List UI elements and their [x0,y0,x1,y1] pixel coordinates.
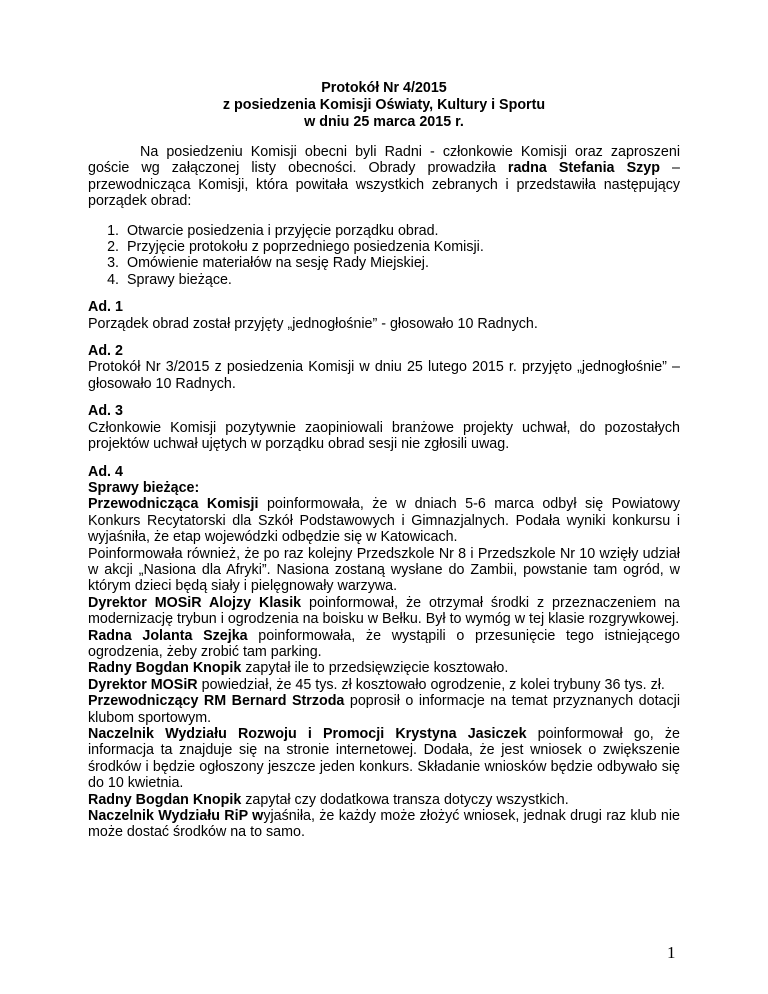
statement: zapytał czy dodatkowa transza dotyczy wszystkich. [241,791,569,808]
ad4-paragraph [88,496,680,545]
agenda-list [88,223,680,289]
section-ad-2 [88,343,680,392]
ad4-paragraph [88,546,680,595]
section-title: Ad. 3 [88,403,123,420]
section-title: Ad. 2 [88,343,123,360]
statement: powiedział, że 45 tys. zł kosztowało ogrodzenie, z kolei trybuny 36 tys. zł. [197,676,665,693]
ad4-paragraph [88,726,680,792]
speaker: Przewodnicząca Komisji [88,496,259,513]
statement: zapytał ile to przedsięwzięcie kosztowało. [241,660,509,677]
speaker: Radny Bogdan Knopik [88,660,242,677]
page-number: 1 [667,943,676,962]
agenda-item: 2. Przyjęcie protokołu z poprzedniego posiedzenia Komisji. [123,239,680,255]
speaker: Dyrektor MOSiR [88,676,198,693]
document-title [88,80,680,131]
agenda-item: 1. Otwarcie posiedzenia i przyjęcie porządku obrad. [123,223,680,239]
statement: poprosił o informacje na temat przyznanych dotacji klubom sportowym. [88,693,680,726]
ad4-paragraph [88,628,680,661]
agenda-item: 3. Omówienie materiałów na sesję Rady Miejskiej. [123,255,680,271]
speaker: Naczelnik Wydziału RiP w [88,808,264,825]
statement: poinformowała, że w dniach 5-6 marca odbył się Powiatowy Konkurs Recytatorski dla Szkół Podstawowych i Gimnazjalnych. Podała wyniki konkursu i wyjaśniła, że etap wojewódzki odbędzie się w Katowicach. [88,496,680,546]
intro-text-2: – przewodnicząca Komisji, która powitała wszystkich zebranych i przedstawiła następujący porządek obrad: [88,160,680,210]
section-title: Ad. 1 [88,299,123,316]
section-subtitle: Sprawy bieżące: [88,479,200,496]
ad4-paragraph [88,792,680,808]
speaker: Radny Bogdan Knopik [88,791,242,808]
speaker: Dyrektor MOSiR Alojzy Klasik [88,594,302,611]
ad4-paragraph [88,677,680,693]
ad4-paragraph [88,660,680,676]
title-line-1: Protokół Nr 4/2015 [321,80,447,96]
intro-chair-name: radna Stefania Szyp [507,160,660,177]
title-line-3: w dniu 25 marca 2015 r. [304,114,464,130]
speaker: Radna Jolanta Szejka [88,627,248,644]
document-page [88,80,680,841]
statement: Poinformowała również, że po raz kolejny Przedszkole Nr 8 i Przedszkole Nr 10 wzięły udział w akcji „Nasiona dla Afryki”. Nasiona zostaną wysłane do Zambii, powstanie tam ogród, w którym dzieci będą siały i pielęgnowały warzywa. [88,545,680,595]
section-text: Członkowie Komisji pozytywnie zaopiniowali branżowe projekty uchwał, do pozostałych projektów uchwał ujętych w porządku obrad sesji nie zgłosili uwag. [88,419,680,453]
intro-text-1: Na posiedzeniu Komisji obecni byli Radni - członkowie Komisji oraz zaproszeni goście wg załączonej listy obecności. Obrady prowadziła [88,144,680,177]
agenda-item: 4. Sprawy bieżące. [123,272,680,288]
intro-paragraph [88,144,680,210]
statement: poinformował, że otrzymał środki z przeznaczeniem na modernizację trybun i ogrodzenia na boisku w Bełku. Był to wymóg w tej klasie rozgrywkowej. [88,594,680,628]
section-ad-4 [88,464,680,841]
statement: poinformował go, że informacja ta znajduje się na stronie internetowej. Dodała, że jest wniosek o zwiększenie środków i będzie ogłoszony jeszcze jeden konkurs. Składanie wniosków będzie odbywało się do 10 kwietnia. [88,726,681,792]
ad4-paragraph [88,808,680,841]
speaker: Naczelnik Wydziału Rozwoju i Promocji Krystyna Jasiczek [88,726,527,742]
speaker: Przewodniczący RM Bernard Strzoda [88,693,345,710]
statement: yjaśniła, że każdy może złożyć wniosek, jednak drugi raz klub nie może dostać środków na to samo. [88,808,680,841]
section-title: Ad. 4 [88,463,123,480]
statement: poinformowała, że wystąpili o przesunięcie tego istniejącego ogrodzenia, żeby zrobić tam parking. [88,627,681,660]
title-line-2: z posiedzenia Komisji Oświaty, Kultury i Sportu [222,97,546,113]
section-ad-3 [88,403,680,452]
ad4-paragraph [88,693,680,726]
section-text: Protokół Nr 3/2015 z posiedzenia Komisji w dniu 25 lutego 2015 r. przyjęto „jednogłośnie” – głosowało 10 Radnych. [88,359,680,392]
section-ad-1 [88,299,680,332]
ad4-paragraph [88,595,680,628]
section-text: Porządek obrad został przyjęty „jednogłośnie” - głosowało 10 Radnych. [88,315,538,332]
